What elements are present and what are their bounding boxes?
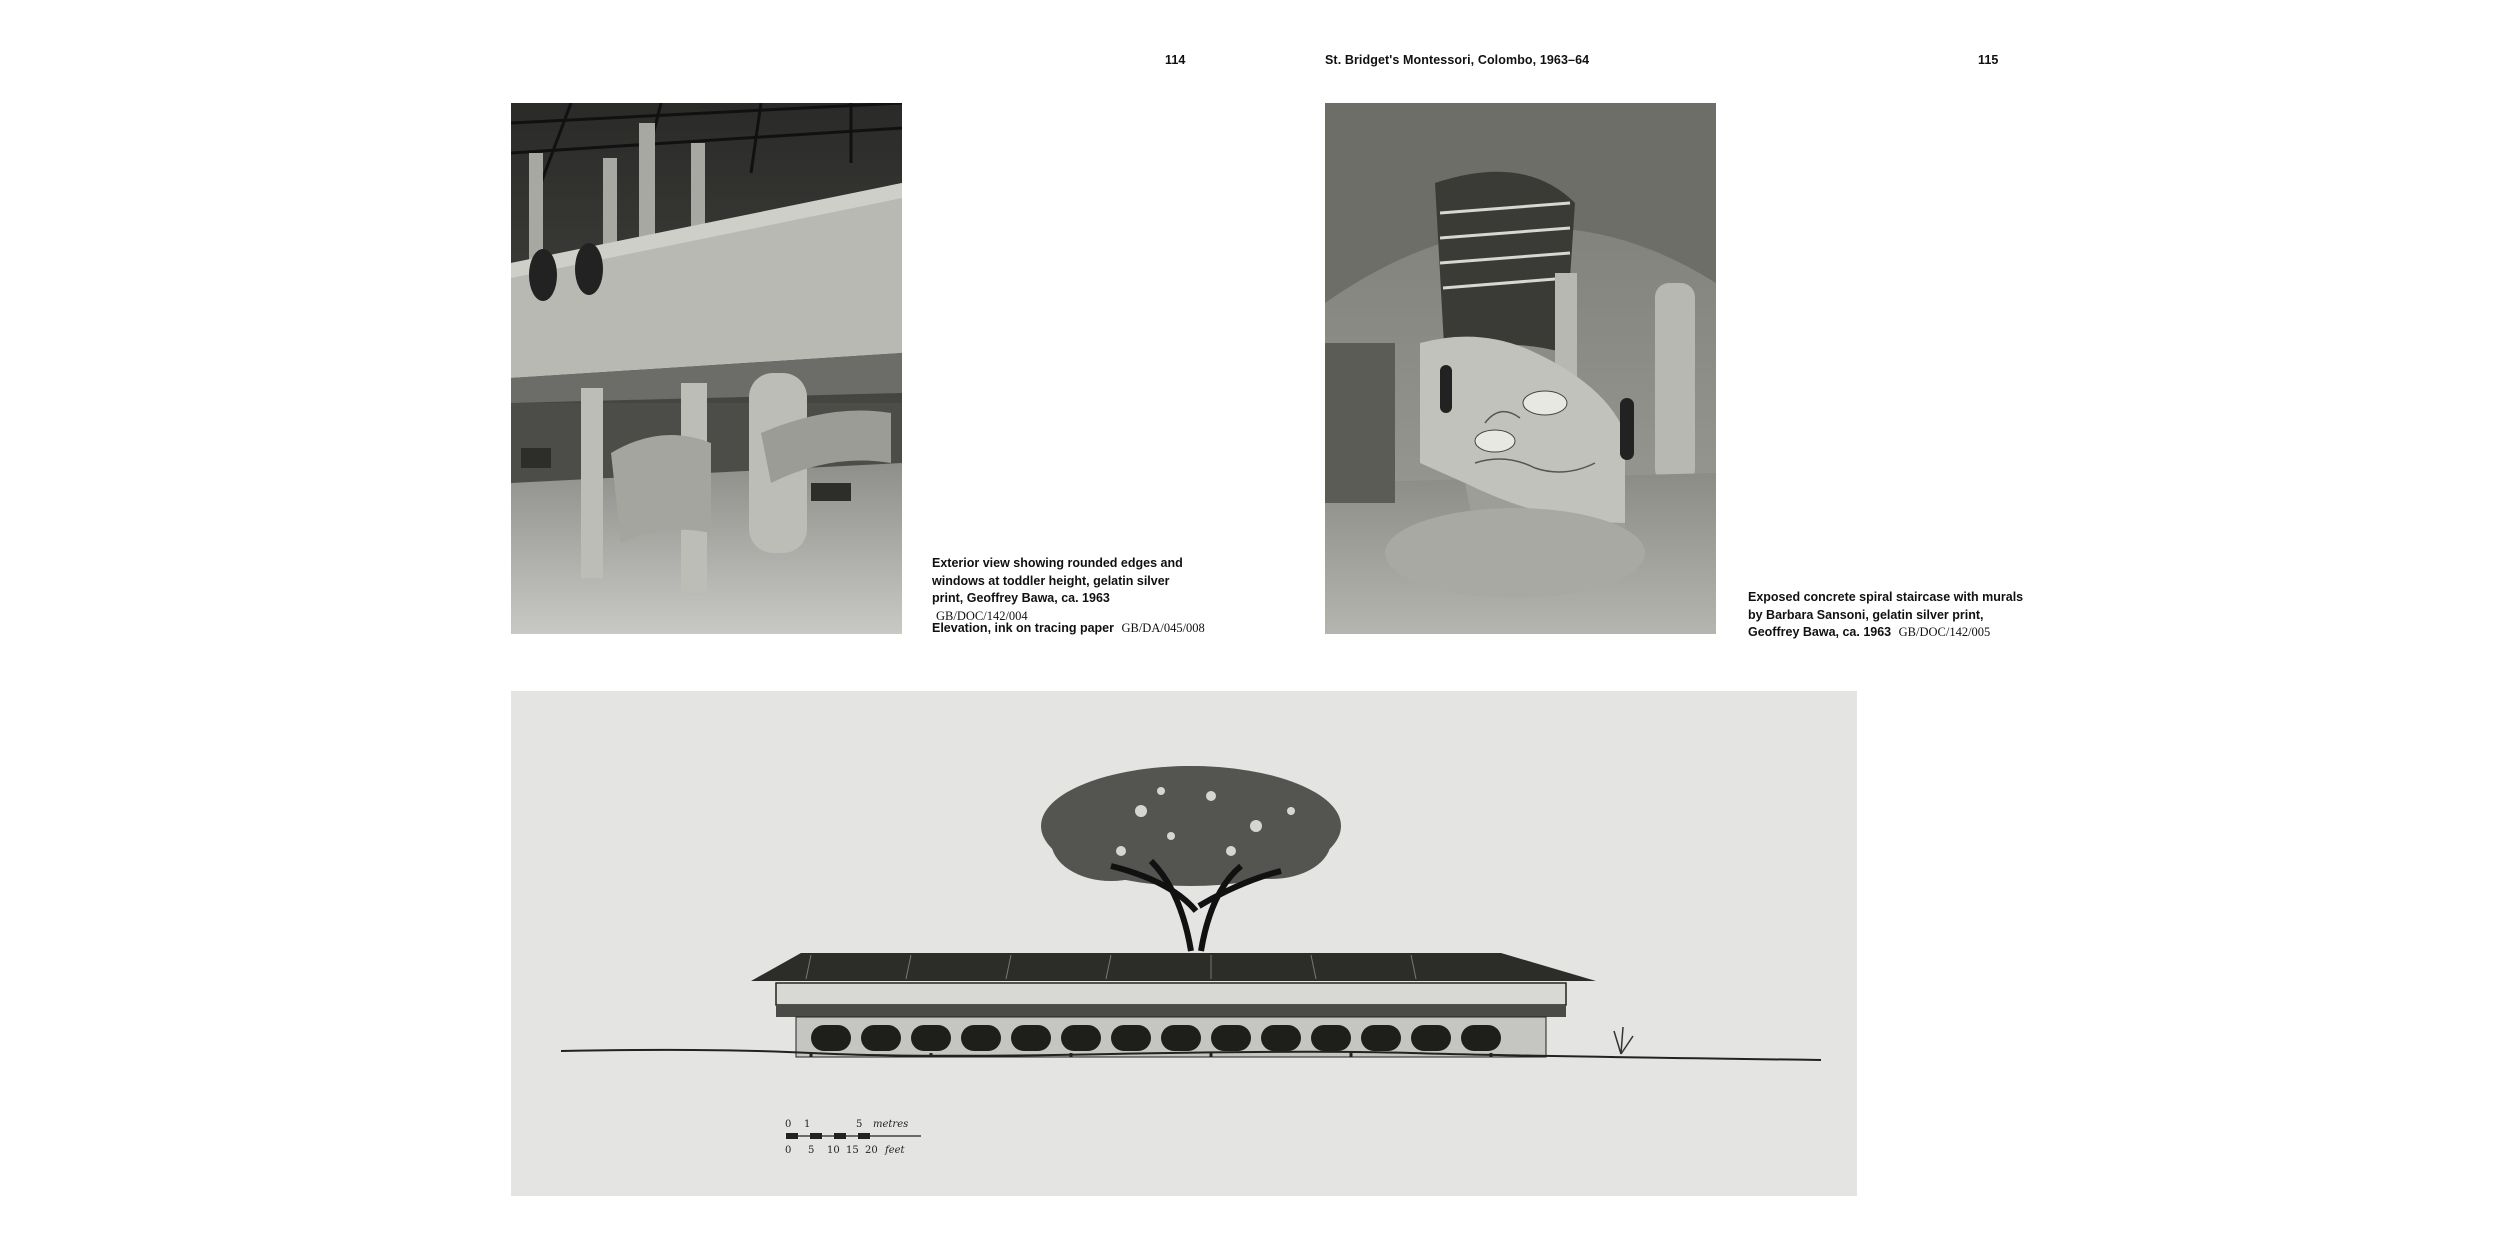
exterior-view-caption bbox=[932, 555, 1202, 625]
scale-bar bbox=[785, 1119, 921, 1156]
elevation-drawing bbox=[511, 691, 1857, 1196]
exterior-caption-text: Exterior view showing rounded edges and windows at toddler height, gelatin silver print, Geoffrey Bawa, ca. 1963 bbox=[932, 556, 1183, 605]
staircase-caption-ref: GB/DOC/142/005 bbox=[1898, 625, 1991, 639]
staircase-caption bbox=[1748, 589, 2028, 642]
scale-metres-label: metres bbox=[873, 1119, 909, 1130]
elevation-caption-text: Elevation, ink on tracing paper bbox=[932, 621, 1114, 635]
roof-illustration bbox=[751, 953, 1596, 981]
scale-feet-tick-10: 10 bbox=[827, 1145, 840, 1156]
left-page-number: 114 bbox=[1165, 53, 1186, 67]
scale-feet-tick-5: 5 bbox=[808, 1145, 815, 1156]
staircase-caption-text: Exposed concrete spiral staircase with murals by Barbara Sansoni, gelatin silver print, Geoffrey Bawa, ca. 1963 bbox=[1748, 590, 2024, 639]
exterior-caption-ref: GB/DOC/142/004 bbox=[936, 608, 1028, 623]
right-page-number: 115 bbox=[1978, 53, 1999, 67]
scale-metre-tick-0: 0 bbox=[785, 1119, 792, 1130]
scale-feet-tick-15: 15 bbox=[846, 1145, 859, 1156]
building-illustration bbox=[776, 983, 1566, 1057]
exterior-view-photo bbox=[511, 103, 902, 634]
running-head: St. Bridget's Montessori, Colombo, 1963–64 bbox=[1325, 53, 1590, 67]
scale-feet-tick-20: 20 bbox=[865, 1145, 878, 1156]
scale-metre-tick-5: 5 bbox=[856, 1119, 863, 1130]
scale-feet-label: feet bbox=[885, 1145, 905, 1156]
elevation-caption bbox=[932, 620, 1232, 638]
scale-metre-tick-1: 1 bbox=[804, 1119, 811, 1130]
scale-feet-tick-0: 0 bbox=[785, 1145, 792, 1156]
tree-illustration bbox=[1041, 766, 1341, 951]
spiral-staircase-photo bbox=[1325, 103, 1716, 634]
elevation-caption-ref: GB/DA/045/008 bbox=[1121, 621, 1205, 635]
